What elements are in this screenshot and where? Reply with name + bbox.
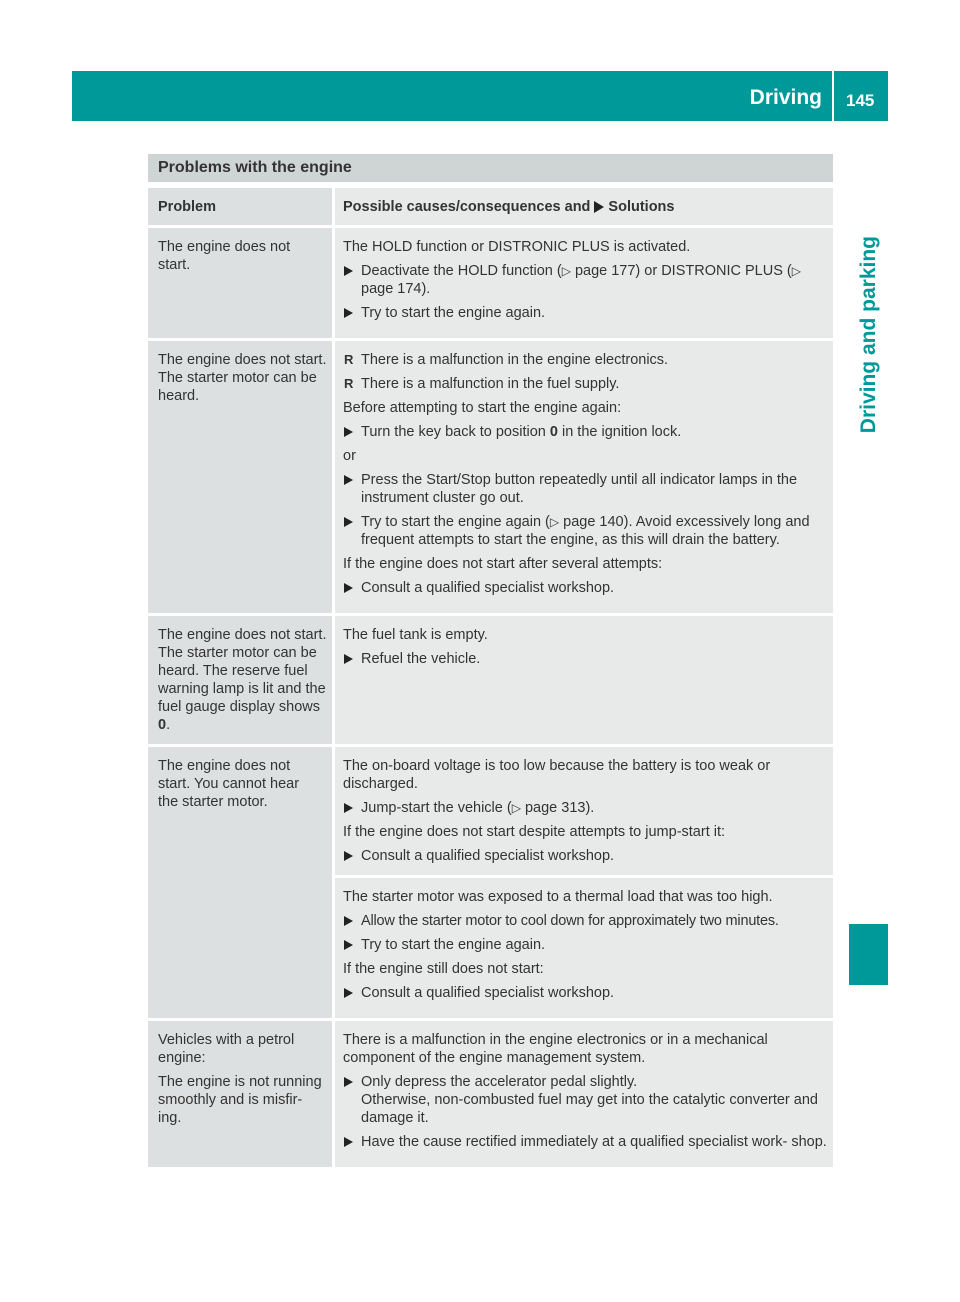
problem-text: The engine is not running smoothly and is misfir- ing. [158,1074,322,1126]
problem-cell [148,228,332,338]
step-item: Consult a qualified specialist workshop. [343,984,827,1002]
header-solutions-label-2: Solutions [608,199,675,215]
side-tab-label: Driving and parking [857,236,880,434]
header-problem: Problem [148,188,332,225]
cause-text: The HOLD function or DISTRONIC PLUS is activated. [343,239,691,255]
step-text: in the ignition lock. [557,424,682,440]
cause-text: The on-board voltage is too low because the battery is too weak or discharged. [343,758,771,792]
step-text-bold: 0 [549,424,558,440]
paragraph: If the engine does not start after several attempts: [343,556,663,572]
header-solutions [335,188,833,225]
bullet-item: R There is a malfunction in the fuel supply. [343,375,827,393]
table-row [148,747,833,1018]
problem-text [158,626,328,734]
step-item: Allow the starter motor to cool down for approximately two minutes. [343,912,827,930]
solution-cell [335,747,833,1018]
step-item: Try to start the engine again. [343,304,827,322]
problem-text-bold: 0 [158,717,167,733]
problem-cell [148,1021,332,1167]
step-item: Have the cause rectified immediately at a qualified specialist work- shop. [343,1133,827,1151]
page-ref-icon: ▷ [549,515,560,529]
step-item: Try to start the engine again. [343,936,827,954]
bullet-item: R There is a malfunction in the engine electronics. [343,351,827,369]
solution-cell [335,1021,833,1167]
solution-cell [335,341,833,613]
problem-text-part: The engine does not start. The starter motor can be heard. The reserve fuel warning lamp is lit and the fuel gauge display shows [158,627,327,715]
cause-text: There is a malfunction in the engine electronics or in a mechanical component of the engine management system. [343,1032,768,1066]
step-text: Deactivate the HOLD function ( [361,263,562,279]
step-text: Jump-start the vehicle ( [361,800,512,816]
page-ref-icon: ▷ [511,801,521,815]
step-text: Try to start the engine again ( [361,514,550,530]
step-text: Only depress the accelerator pedal slightly. [361,1074,638,1090]
paragraph: If the engine does not start despite attempts to jump-start it: [343,824,726,840]
step-item: Press the Start/Stop button repeatedly until all indicator lamps in the instrument cluster go out. [343,471,827,507]
cause-text: The starter motor was exposed to a thermal load that was too high. [343,889,773,905]
problem-cell [148,747,332,1018]
problem-text: The engine does not start. You cannot hear the starter motor. [158,758,300,810]
problems-table [148,188,833,1167]
step-text: Turn the key back to position [361,424,550,440]
problem-text: The engine does not start. The starter motor can be heard. [158,352,327,404]
step-item [343,1073,827,1127]
page-ref-icon: ▷ [561,264,571,278]
step-item [343,799,827,817]
step-text: page 313). [520,800,595,816]
step-text: page 177) or DISTRONIC PLUS ( [570,263,792,279]
problem-cell [148,616,332,744]
cause-text: The fuel tank is empty. [343,627,488,643]
chapter-title: Driving [749,86,822,109]
step-item [343,262,827,298]
problem-text-part: . [166,717,171,733]
step-item: Refuel the vehicle. [343,650,827,668]
step-text: page 174). [361,281,431,297]
problem-text: The engine does not start. [158,239,291,273]
table-row [148,1021,833,1167]
step-item [343,513,827,549]
table-row [148,341,833,613]
problem-text: Vehicles with a petrol engine: [158,1032,295,1066]
paragraph: If the engine still does not start: [343,961,544,977]
step-item [343,423,827,441]
table-row [148,228,833,338]
solution-cell [335,616,833,744]
step-item: Consult a qualified specialist workshop. [343,579,827,597]
or-text: or [343,448,356,464]
page-ref-icon: ▷ [791,264,801,278]
header-separator [832,71,834,121]
step-item: Consult a qualified specialist workshop. [343,847,827,865]
paragraph: Before attempting to start the engine again: [343,400,622,416]
section-title: Problems with the engine [148,154,833,182]
solution-cell [335,228,833,338]
header-solutions-label: Possible causes/consequences and [343,199,591,215]
table-row [148,616,833,744]
problem-cell [148,341,332,613]
step-text: page 140). Avoid excessively long and frequent attempts to start the engine, as this will drain the battery. [361,514,810,548]
page-number: 145 [846,91,875,110]
table-header-row [148,188,833,225]
arrow-icon [594,201,604,213]
step-note: Otherwise, non-combusted fuel may get into the catalytic converter and damage it. [361,1092,818,1126]
side-tab [849,236,888,566]
sub-section [335,875,833,1002]
side-tab-marker [849,924,888,985]
